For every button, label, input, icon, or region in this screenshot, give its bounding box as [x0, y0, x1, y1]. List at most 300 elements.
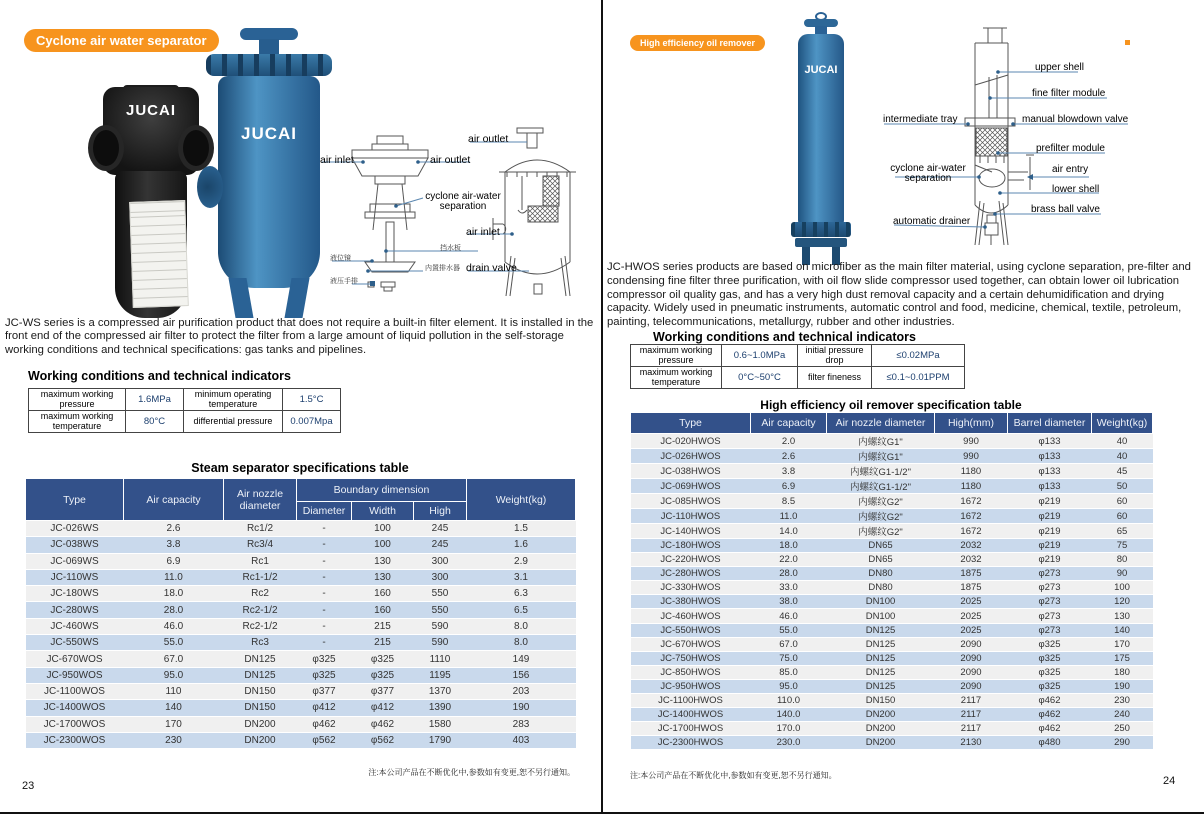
table-cell: differential pressure [184, 411, 283, 433]
col-width: Width [352, 502, 414, 521]
table-cell: JC-2300WOS [43, 735, 106, 746]
table-cell: 100 [374, 523, 391, 535]
table-cell: 0.6~1.0MPa [722, 345, 798, 367]
table-cell: Rc2-1/2 [242, 620, 278, 632]
table-cell: 0.007Mpa [283, 411, 341, 433]
table-cell: JC-750HWOS [660, 652, 721, 664]
table-cell: DN125 [865, 638, 896, 650]
table-cell: Rc1 [251, 555, 269, 567]
col-weight: Weight(kg) [467, 479, 576, 521]
col-nozzle: Air nozzle diameter [827, 413, 935, 434]
table-cell: 140.0 [776, 709, 801, 721]
table-cell: DN80 [868, 568, 893, 580]
table-cell: DN125 [865, 652, 896, 664]
table-cell: 180 [1114, 666, 1130, 678]
table-cell: 内螺纹G1-1/2" [850, 467, 911, 478]
table-cell: 215 [374, 637, 391, 649]
table-cell: 2.9 [514, 555, 528, 567]
table-cell: 1.5°C [283, 389, 341, 411]
table-row [631, 367, 965, 389]
working-conditions-table-left [28, 388, 341, 433]
table-cell: φ377 [312, 686, 336, 698]
table-cell: 内螺纹G2" [858, 497, 903, 508]
table-cell: Rc3/4 [246, 539, 274, 551]
page-number-left: 23 [22, 780, 35, 792]
table-cell: 1875 [960, 582, 982, 594]
table-cell: φ133 [1038, 480, 1061, 492]
oil-remover-section-drawing [965, 28, 1034, 245]
diagram-label-tank-air-outlet: air outlet [468, 133, 509, 145]
table-cell: 160 [374, 588, 391, 600]
table-cell: JC-020HWOS [660, 435, 721, 447]
table-cell: 1672 [960, 495, 982, 507]
diagram-label-tank-air-inlet: air inlet [466, 226, 500, 238]
diagram-label-prefilter-module: prefilter module [1036, 143, 1105, 154]
table-cell: DN150 [865, 695, 896, 707]
table-cell: 590 [431, 620, 449, 632]
table-cell: 28.0 [779, 568, 798, 580]
table-cell: 2117 [960, 695, 982, 707]
table-cell: JC-1400WOS [43, 702, 106, 714]
diagram-label-cyclone-separation: cyclone air-water separation [425, 191, 501, 212]
table-cell: 403 [512, 735, 530, 746]
table-cell: φ219 [1038, 554, 1061, 566]
table-row [26, 683, 576, 699]
table-cell: 46.0 [163, 620, 184, 632]
table-cell: 80 [1116, 554, 1128, 566]
flange-skirt [791, 222, 851, 237]
diagram-label-manual-drain: 液压手排 [330, 278, 358, 285]
table-row [26, 635, 576, 651]
brand-logo: JUCAI [804, 64, 838, 76]
table-row [631, 722, 1153, 736]
table-cell: - [322, 588, 326, 600]
diagram-label-air-outlet: air outlet [430, 154, 471, 166]
table-cell: - [322, 539, 326, 551]
diagram-label-brass-ball-valve: brass ball valve [1031, 204, 1100, 215]
spec-table-title-left: Steam separator specifications table [191, 461, 409, 475]
table-cell: 46.0 [779, 610, 798, 622]
table-cell: maximum working temperature [29, 411, 126, 433]
table-cell: - [322, 572, 326, 584]
tank-neck [259, 39, 279, 55]
table-cell: φ462 [1038, 695, 1061, 707]
table-cell: minimum operating temperature [184, 389, 283, 411]
table-row [631, 665, 1153, 679]
table-cell: φ462 [1038, 709, 1061, 721]
table-cell: 6.3 [514, 588, 528, 600]
table-cell: 160 [374, 604, 391, 616]
table-row [631, 637, 1153, 651]
table-cell: 130 [1114, 610, 1130, 622]
diagram-label-cyclone-separation: cyclone air-water separation [890, 163, 966, 184]
table-cell: JC-026WS [50, 523, 99, 535]
table-cell: JC-330HWOS [660, 582, 721, 594]
table-cell: 245 [431, 539, 449, 551]
separator-exploded-drawing [352, 136, 428, 291]
table-cell: Rc1/2 [246, 523, 274, 535]
table-row [631, 553, 1153, 567]
table-cell: ≤0.02MPa [872, 345, 965, 367]
table-cell: 590 [431, 637, 449, 649]
table-cell: 245 [431, 523, 449, 535]
table-cell: 40 [1116, 450, 1128, 462]
table-cell: 990 [963, 450, 979, 462]
table-cell: 55.0 [163, 637, 184, 649]
diagram-label-air-inlet: air inlet [320, 154, 354, 166]
series-description-left: JC-WS series is a compressed air purification product that does not require a built-in filter element. It is installed in the front end of the compressed air filter to protect the filter from a large amount of liquid pollution in the self-storage working conditions and technical specifications: gas tanks and pipelines. [5, 317, 594, 356]
table-cell: 300 [431, 572, 449, 584]
table-cell: JC-850HWOS [660, 666, 721, 678]
col-diameter: Diameter [297, 502, 352, 521]
tank-side-port [197, 166, 223, 208]
table-cell: 60 [1116, 495, 1128, 507]
table-row [631, 434, 1153, 449]
col-type: Type [631, 413, 751, 434]
table-cell: φ273 [1038, 610, 1061, 622]
table-cell: φ273 [1038, 596, 1061, 608]
col-high: High(mm) [935, 413, 1008, 434]
section-badge-right: High efficiency oil remover [630, 35, 765, 51]
table-cell: 67.0 [163, 653, 184, 665]
table-cell: JC-140HWOS [660, 525, 721, 537]
table-cell: JC-1100HWOS [658, 695, 723, 707]
spec-table-title-right: High efficiency oil remover specification table [760, 398, 1022, 412]
table-row [631, 708, 1153, 722]
table-cell: φ325 [1038, 638, 1061, 650]
table-cell: 内螺纹G2" [858, 512, 903, 523]
table-cell: 3.8 [781, 465, 796, 477]
table-cell: 2.6 [166, 523, 181, 535]
table-cell: φ133 [1038, 450, 1061, 462]
tank-bolted-flange [206, 54, 332, 76]
table-cell: 95.0 [163, 669, 184, 681]
table-cell: 75 [1116, 540, 1128, 552]
table-cell: JC-550WS [50, 637, 99, 649]
spec-sticker [129, 200, 189, 308]
table-cell: φ219 [1038, 525, 1061, 537]
table-cell: 2032 [960, 554, 982, 566]
bottom-rule [0, 812, 1204, 814]
section-badge-left: Cyclone air water separator [24, 29, 219, 52]
diagram-label-upper-shell: upper shell [1035, 62, 1084, 73]
table-cell: 内螺纹G2" [858, 527, 903, 538]
table-cell: DN80 [868, 582, 893, 594]
table-cell: JC-110HWOS [660, 510, 721, 522]
table-cell: 1672 [960, 525, 982, 537]
table-row [631, 694, 1153, 708]
table-cell: DN200 [865, 737, 896, 749]
table-cell: 283 [512, 718, 530, 730]
table-cell: initial pressure drop [798, 345, 872, 367]
table-cell: 75.0 [779, 652, 798, 664]
table-cell: φ462 [1038, 723, 1061, 735]
table-cell: 55.0 [779, 624, 798, 636]
table-row [631, 509, 1153, 524]
table-cell: JC-069WS [50, 555, 99, 567]
oil-remover-spec-table [630, 412, 1153, 750]
table-row [631, 464, 1153, 479]
table-cell: 2025 [960, 610, 982, 622]
table-cell: 2090 [960, 638, 982, 650]
table-cell: 1.5 [514, 523, 528, 535]
table-row [631, 449, 1153, 464]
table-cell: 990 [963, 435, 979, 447]
table-cell: φ325 [1038, 680, 1061, 692]
table-cell: 85.0 [779, 666, 798, 678]
table-cell: JC-1100WOS [44, 686, 105, 698]
table-row [631, 494, 1153, 509]
table-cell: φ377 [370, 686, 395, 698]
table-row [26, 716, 576, 732]
table-cell: 1580 [428, 718, 452, 730]
table-row [26, 700, 576, 716]
table-cell: DN65 [868, 540, 893, 552]
table-cell: φ325 [370, 653, 395, 665]
product-photo-black-separator [95, 85, 207, 318]
table-cell: 240 [1114, 709, 1130, 721]
table-cell: 2025 [960, 624, 982, 636]
table-cell: 1195 [429, 669, 451, 681]
table-cell: 170 [1114, 638, 1130, 650]
table-cell: 8.0 [514, 637, 528, 649]
table-row [29, 389, 341, 411]
table-row [631, 623, 1153, 637]
diagram-label-manual-blowdown-valve: manual blowdown valve [1022, 114, 1129, 125]
table-cell: 130 [374, 572, 391, 584]
table-row [631, 479, 1153, 494]
table-cell: JC-085HWOS [660, 495, 721, 507]
table-cell: JC-950HWOS [660, 680, 721, 692]
table-cell: φ462 [312, 718, 336, 730]
table-cell: Rc2 [251, 588, 269, 600]
table-cell: JC-280HWOS [660, 568, 721, 580]
table-note-left: 注:本公司产品在不断优化中,参数如有变更,恕不另行通知。 [368, 768, 575, 777]
table-cell: JC-069HWOS [660, 480, 721, 492]
diagram-label-level-gauge: 液位镜 [330, 255, 351, 262]
table-cell: 1.6 [514, 539, 528, 551]
table-row [631, 567, 1153, 581]
table-cell: 2090 [960, 666, 982, 678]
table-row [631, 539, 1153, 553]
table-cell: 230 [165, 735, 182, 746]
table-cell: 1110 [429, 653, 451, 665]
table-cell: 33.0 [779, 582, 798, 594]
diagram-label-intermediate-tray: intermediate tray [883, 114, 958, 125]
col-boundary: Boundary dimension [297, 479, 467, 502]
table-row [631, 595, 1153, 609]
table-cell: 90 [1116, 568, 1128, 580]
table-cell: JC-026HWOS [660, 450, 721, 462]
table-cell: Rc2-1/2 [242, 604, 278, 616]
table-cell: DN125 [865, 680, 896, 692]
table-cell: DN125 [244, 653, 276, 665]
table-cell: 80°C [126, 411, 184, 433]
table-cell: 2090 [960, 652, 982, 664]
table-row [631, 581, 1153, 595]
table-cell: 18.0 [779, 540, 798, 552]
table-row [26, 602, 576, 618]
table-cell: 2117 [960, 723, 982, 735]
table-cell: 0°C~50°C [722, 367, 798, 389]
diagram-label-lower-shell: lower shell [1052, 184, 1100, 195]
table-row [631, 524, 1153, 539]
table-cell: φ325 [1038, 652, 1061, 664]
table-row [26, 521, 576, 537]
table-cell: JC-280WS [50, 604, 99, 616]
product-photo-oil-remover [791, 12, 851, 266]
table-cell: φ219 [1038, 495, 1061, 507]
col-weight: Weight(kg) [1092, 413, 1153, 434]
table-cell: 140 [165, 702, 182, 714]
table-cell: 2.0 [781, 435, 796, 447]
page-number-right: 24 [1163, 775, 1176, 787]
table-cell: φ219 [1038, 510, 1061, 522]
table-cell: 内螺纹G1-1/2" [850, 482, 911, 493]
table-cell: 156 [512, 669, 530, 681]
table-cell: 60 [1116, 510, 1128, 522]
table-cell: 290 [1114, 737, 1130, 749]
table-cell: 2032 [960, 540, 982, 552]
table-cell: JC-038WS [50, 539, 99, 551]
table-cell: φ273 [1038, 624, 1061, 636]
table-cell: φ133 [1038, 465, 1061, 477]
inlet-port [88, 125, 124, 171]
table-cell: maximum working pressure [631, 345, 722, 367]
table-cell: 1.6MPa [126, 389, 184, 411]
table-cell: 3.1 [514, 572, 528, 584]
conditions-heading-right: Working conditions and technical indicators [653, 330, 916, 344]
table-cell: φ273 [1038, 582, 1061, 594]
table-cell: Rc1-1/2 [242, 572, 278, 584]
table-cell: - [322, 620, 326, 632]
table-cell: 18.0 [163, 588, 184, 600]
center-divider [601, 0, 603, 813]
table-cell: 190 [512, 702, 530, 714]
table-cell: 内螺纹G1" [858, 437, 903, 448]
table-cell: 250 [1114, 723, 1130, 735]
table-cell: 8.0 [514, 620, 528, 632]
table-cell: 230.0 [776, 737, 801, 749]
table-cell: 6.5 [514, 604, 528, 616]
table-cell: 11.0 [779, 510, 798, 522]
table-cell: 215 [374, 620, 391, 632]
table-cell: JC-1400HWOS [657, 709, 724, 721]
table-cell: ≤0.1~0.01PPM [872, 367, 965, 389]
table-cell: φ325 [1038, 666, 1061, 678]
table-cell: 149 [512, 653, 530, 665]
table-cell: DN200 [865, 709, 896, 721]
table-cell: 550 [431, 604, 449, 616]
table-cell: 38.0 [779, 596, 798, 608]
table-cell: filter fineness [798, 367, 872, 389]
table-cell: 2025 [960, 596, 982, 608]
steam-separator-spec-table [25, 478, 576, 749]
table-cell: φ480 [1038, 737, 1061, 749]
left-technical-diagram [315, 126, 600, 301]
table-cell: 100 [1114, 582, 1130, 594]
table-cell: 203 [512, 686, 530, 698]
table-cell: 6.9 [166, 555, 181, 567]
table-cell: DN125 [865, 624, 896, 636]
table-row [631, 345, 965, 367]
diagram-label-drain-valve: drain valve [466, 262, 517, 274]
table-cell: 1790 [428, 735, 452, 746]
table-cell: 130 [374, 555, 391, 567]
table-cell: φ562 [370, 735, 395, 746]
table-cell: JC-460WS [50, 620, 99, 632]
table-cell: JC-2300HWOS [657, 737, 724, 749]
table-cell: Rc3 [251, 637, 269, 649]
table-cell: - [322, 637, 326, 649]
table-cell: 40 [1116, 435, 1128, 447]
table-cell: DN125 [865, 666, 896, 678]
col-nozzle: Air nozzle diameter [224, 479, 297, 521]
table-cell: maximum working pressure [29, 389, 126, 411]
table-row [631, 609, 1153, 623]
diagram-label-automatic-drainer: automatic drainer [893, 216, 971, 227]
table-cell: 1672 [960, 510, 982, 522]
table-cell: φ462 [370, 718, 395, 730]
table-cell: - [322, 523, 326, 535]
table-cell: - [322, 555, 326, 567]
table-cell: 1875 [960, 568, 982, 580]
table-row [631, 679, 1153, 693]
table-row [631, 651, 1153, 665]
table-cell: 170 [165, 718, 182, 730]
table-cell: 1370 [428, 686, 452, 698]
table-cell: DN200 [244, 735, 276, 746]
table-cell: 2130 [960, 737, 982, 749]
table-cell: JC-550HWOS [660, 624, 721, 636]
table-row [26, 569, 576, 585]
brand-logo: JUCAI [125, 102, 176, 119]
table-cell: 28.0 [163, 604, 184, 616]
table-cell: JC-110WS [50, 572, 99, 584]
table-row [26, 586, 576, 602]
table-cell: φ273 [1038, 568, 1061, 580]
table-cell: 67.0 [779, 638, 798, 650]
table-cell: φ219 [1038, 540, 1061, 552]
table-note-right: 注:本公司产品在不断优化中,参数如有变更,恕不另行通知。 [630, 771, 837, 780]
table-cell: JC-670WOS [46, 653, 103, 665]
table-cell: 2.6 [781, 450, 796, 462]
table-cell: 100 [374, 539, 391, 551]
table-cell: 1180 [960, 465, 982, 477]
table-cell: φ412 [370, 702, 395, 714]
table-cell: φ325 [312, 669, 336, 681]
table-cell: JC-380HWOS [660, 596, 721, 608]
series-description-right: JC-HWOS series products are based on microfiber as the main filter material, using cyclone separation, pre-filter and condensing fine filter three purification, with oil flow slide compressor used together, can obtain lower oil lubrication compressor oil quality gas, and has a very high dust removal capacity and a certain dehumidification and drying capacity. Widely used in pneumatic instruments, automatic control and food, medicine, chemical, textile, petroleum, painting, telecommunications, metallurgy, rubber and other industries. [607, 261, 1191, 329]
brand-logo: JUCAI [240, 124, 297, 143]
table-cell: maximum working temperature [631, 367, 722, 389]
table-cell: JC-950WOS [46, 669, 103, 681]
table-row [26, 667, 576, 683]
table-cell: - [322, 604, 326, 616]
table-cell: 170.0 [776, 723, 801, 735]
table-cell: 1390 [428, 702, 452, 714]
diagram-label-air-entry: air entry [1052, 164, 1089, 175]
table-cell: JC-1700WOS [43, 718, 106, 730]
table-cell: DN100 [865, 610, 896, 622]
table-cell: JC-220HWOS [660, 554, 721, 566]
table-cell: DN200 [244, 718, 276, 730]
table-cell: JC-460HWOS [660, 610, 721, 622]
table-cell: 45 [1116, 465, 1128, 477]
table-row [631, 736, 1153, 750]
base-ring [795, 238, 847, 247]
table-cell: 110 [165, 686, 182, 698]
